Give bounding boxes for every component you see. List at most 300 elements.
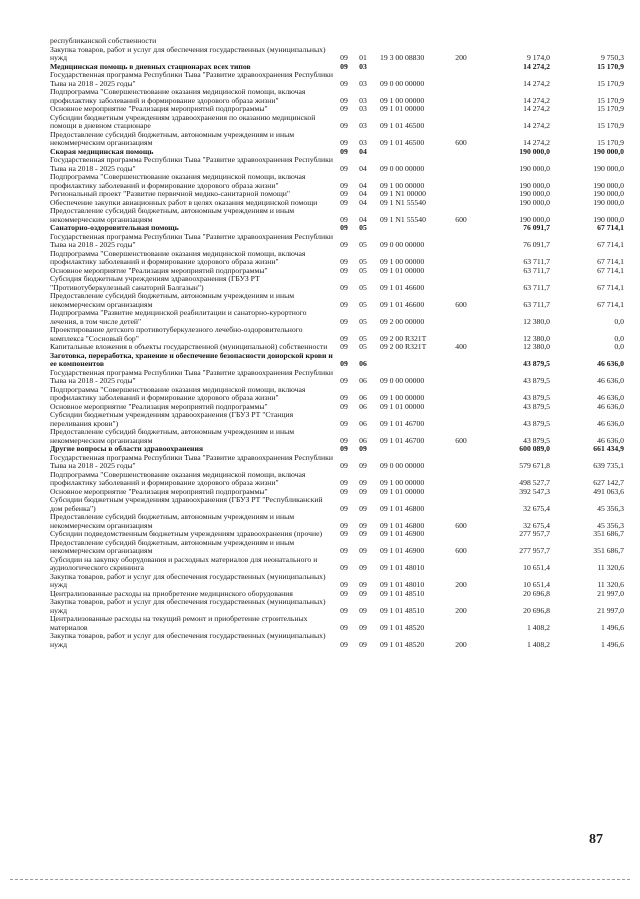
row-name: Подпрограмма "Совершенствование оказания медицинской помощи, включая профилактику заболеваний и формирование здорового образа жизни" — [50, 385, 306, 402]
target-article-code: 09 1 01 46700 — [380, 435, 425, 445]
amount-year-1: 190 000,0 — [519, 214, 550, 224]
amount-year-2: 15 170,9 — [597, 121, 624, 130]
row-name: республиканской собственности — [50, 37, 157, 45]
target-article-code: 09 1 01 46600 — [380, 299, 425, 309]
target-article-code: 19 3 00 08830 — [380, 53, 425, 62]
section-code: 09 — [340, 520, 348, 530]
subsection-code: 09 — [359, 605, 367, 615]
subsection-code: 05 — [359, 342, 367, 351]
amount-year-2: 46 636,0 — [597, 359, 624, 368]
subsection-code: 09 — [359, 546, 367, 555]
amount-year-2: 0,0 — [614, 333, 624, 343]
budget-table — [50, 37, 624, 649]
section-code: 09 — [340, 435, 348, 445]
subsection-code: 05 — [359, 223, 367, 232]
target-article-code: 09 1 01 46900 — [380, 529, 425, 538]
amount-year-1: 63 711,7 — [523, 257, 550, 266]
row-name: Субсидия бюджетным учреждениям здравоохранения (ГБУЗ РТ "Противотуберкулезный санаторий Балгазын") — [50, 275, 260, 292]
expense-type-code — [446, 352, 476, 369]
section-code: 09 — [340, 95, 348, 105]
amount-year-1: 1 408,2 — [526, 639, 550, 649]
target-article-code: 09 1 01 46500 — [380, 121, 425, 130]
amount-year-1: 14 274,2 — [523, 138, 550, 147]
amount-year-2: 0,0 — [614, 316, 624, 326]
row-name: Региональный проект "Развитие первичной медико-санитарной помощи" — [50, 190, 291, 198]
expense-type-code — [446, 233, 476, 250]
subsection-code — [352, 37, 374, 46]
section-code: 09 — [340, 299, 348, 309]
table-row — [50, 598, 624, 615]
expense-type-code — [446, 530, 476, 539]
amount-year-2: 9 750,3 — [600, 53, 624, 62]
amount-year-1: 20 696,8 — [523, 588, 550, 598]
amount-year-2: 639 735,1 — [593, 461, 624, 470]
amount-year-1: 277 957,7 — [519, 546, 550, 555]
section-code: 09 — [340, 180, 348, 190]
section-code: 09 — [340, 359, 348, 368]
table-row — [50, 403, 624, 412]
expense-type-code — [446, 496, 476, 513]
amount-year-2: 190 000,0 — [593, 180, 624, 190]
row-name: Санаторно-оздоровительная помощь — [50, 224, 179, 232]
subsection-code: 06 — [359, 435, 367, 445]
table-row — [50, 131, 624, 148]
subsection-code: 05 — [359, 265, 367, 275]
amount-year-2: 46 636,0 — [597, 376, 624, 385]
row-name: Основное мероприятие "Реализация мероприятий подпрограммы" — [50, 105, 268, 113]
expense-type-code: 200 — [455, 580, 467, 589]
amount-year-2: 45 356,3 — [597, 503, 624, 513]
section-code: 09 — [340, 461, 348, 470]
subsection-code: 09 — [359, 486, 367, 496]
subsection-code: 03 — [359, 61, 367, 71]
amount-year-2: 45 356,3 — [597, 520, 624, 530]
subsection-code: 03 — [359, 104, 367, 113]
expense-type-code — [446, 199, 476, 208]
amount-year-1: 20 696,8 — [523, 605, 550, 615]
table-section-row — [50, 352, 624, 369]
amount-year-1: 14 274,2 — [523, 121, 550, 130]
row-name: Субсидии бюджетным учреждениям здравоохранения (ГБУЗ РТ "Республиканский дом ребенка") — [50, 496, 323, 513]
target-article-code — [374, 352, 446, 369]
section-code: 09 — [340, 138, 348, 147]
subsection-code: 09 — [359, 520, 367, 530]
target-article-code: 09 1 N1 55540 — [380, 197, 426, 207]
amount-year-2: 15 170,9 — [597, 78, 624, 88]
section-code: 09 — [340, 444, 348, 453]
section-code: 09 — [340, 418, 348, 428]
amount-year-1: 14 274,2 — [523, 78, 550, 88]
amount-year-1: 32 675,4 — [523, 520, 550, 530]
row-name: Подпрограмма "Совершенствование оказания медицинской помощи, включая профилактику заболеваний и формирование здорового образа жизни" — [50, 470, 306, 487]
amount-year-1: 14 274,2 — [523, 95, 550, 105]
table-row — [50, 530, 624, 539]
section-code: 09 — [340, 78, 348, 88]
target-article-code: 09 2 00 R321T — [380, 333, 427, 343]
expense-type-code — [446, 471, 476, 488]
subsection-code: 05 — [359, 316, 367, 326]
subsection-code: 09 — [359, 563, 367, 572]
table-row — [50, 71, 624, 88]
section-code: 09 — [340, 401, 348, 411]
amount-year-2: 67 714,1 — [597, 299, 624, 309]
table-row — [50, 343, 624, 352]
subsection-code: 04 — [359, 180, 367, 190]
subsection-code: 04 — [359, 197, 367, 207]
subsection-code: 03 — [359, 138, 367, 147]
section-code: 09 — [340, 529, 348, 538]
amount-year-1: 498 527,7 — [519, 478, 550, 487]
expense-type-code — [446, 326, 476, 343]
amount-year-1: 9 174,0 — [526, 53, 550, 62]
amount-year-2: 1 496,6 — [600, 622, 624, 632]
amount-year-2: 67 714,1 — [597, 257, 624, 266]
table-row — [50, 156, 624, 173]
amount-year-2: 351 686,7 — [593, 546, 624, 555]
target-article-code: 09 1 00 00000 — [380, 180, 425, 190]
target-article-code: 09 1 01 46600 — [380, 282, 425, 292]
row-name: Капитальные вложения в объекты государственной (муниципальной) собственности — [50, 343, 328, 351]
amount-year-2: 46 636,0 — [597, 401, 624, 411]
amount-year-1: 76 091,7 — [523, 240, 550, 249]
target-article-code: 09 1 01 46800 — [380, 520, 425, 530]
target-article-code: 09 1 01 48010 — [380, 580, 425, 589]
amount-year-1: 392 547,3 — [519, 486, 550, 496]
amount-year-2: 190 000,0 — [593, 197, 624, 207]
row-name: Предоставление субсидий бюджетным, автономным учреждениям и иным некоммерческим организациям — [50, 513, 295, 530]
amount-year-1 — [476, 37, 550, 46]
expense-type-code — [446, 309, 476, 326]
expense-type-code — [446, 445, 476, 454]
table-row — [50, 590, 624, 599]
subsection-code: 06 — [359, 376, 367, 385]
target-article-code: 09 1 01 48520 — [380, 622, 425, 632]
amount-year-1: 600 089,0 — [519, 444, 550, 453]
target-article-code: 09 1 N1 00000 — [380, 189, 426, 198]
section-code: 09 — [340, 53, 348, 62]
row-name: Проектирование детского противотуберкулезного лечебно-оздоровительного комплекса "Сосновый бор" — [50, 326, 303, 343]
amount-year-1: 14 274,2 — [523, 104, 550, 113]
subsection-code: 03 — [359, 78, 367, 88]
expense-type-code — [446, 403, 476, 412]
expense-type-code — [446, 37, 476, 46]
section-code: 09 — [340, 486, 348, 496]
expense-type-code — [446, 488, 476, 497]
subsection-code: 03 — [359, 121, 367, 130]
section-code: 09 — [340, 563, 348, 572]
table-row — [50, 326, 624, 343]
section-code: 09 — [340, 163, 348, 173]
table-row — [50, 513, 624, 530]
table-row — [50, 556, 624, 573]
row-name: Государственная программа Республики Тыва "Развитие здравоохранения Республики Тыва на 2018 - 2025 годы" — [50, 71, 333, 88]
amount-year-2: 21 997,0 — [597, 588, 624, 598]
table-row — [50, 369, 624, 386]
section-code: 09 — [340, 503, 348, 513]
section-code: 09 — [340, 189, 348, 198]
subsection-code: 04 — [359, 146, 367, 156]
target-article-code: 09 1 00 00000 — [380, 95, 425, 105]
table-row — [50, 233, 624, 250]
expense-type-code — [446, 114, 476, 131]
amount-year-2: 67 714,1 — [597, 282, 624, 292]
section-code: 09 — [340, 223, 348, 232]
amount-year-1: 190 000,0 — [519, 197, 550, 207]
expense-type-code: 600 — [455, 520, 467, 530]
table-row — [50, 275, 624, 292]
target-article-code: 09 1 01 48510 — [380, 588, 425, 598]
expense-type-code — [446, 454, 476, 471]
amount-year-2: 46 636,0 — [597, 418, 624, 428]
row-name: Централизованные расходы на текущий ремонт и приобретение строительных материалов — [50, 615, 308, 632]
section-code: 09 — [340, 240, 348, 249]
table-section-row — [50, 224, 624, 233]
amount-year-1: 43 879,5 — [523, 359, 550, 368]
table-row — [50, 632, 624, 649]
expense-type-code — [446, 190, 476, 199]
subsection-code: 09 — [359, 529, 367, 538]
table-row — [50, 250, 624, 267]
section-code: 09 — [340, 605, 348, 615]
section-code: 09 — [340, 214, 348, 224]
subsection-code: 04 — [359, 189, 367, 198]
amount-year-2: 15 170,9 — [597, 61, 624, 71]
row-name: Предоставление субсидий бюджетным, автономным учреждениям и иным некоммерческим организациям — [50, 428, 295, 445]
expense-type-code — [446, 275, 476, 292]
row-name: Субсидии на закупку оборудования и расходных материалов для неонатального и аудиологического скрининга — [50, 555, 318, 572]
expense-type-code — [446, 71, 476, 88]
row-name: Закупка товаров, работ и услуг для обеспечения государственных (муниципальных) нужд — [50, 598, 326, 615]
target-article-code: 09 0 00 00000 — [380, 240, 425, 249]
subsection-code: 09 — [359, 444, 367, 453]
page-number: 87 — [589, 832, 603, 847]
amount-year-2: 15 170,9 — [597, 138, 624, 147]
subsection-code: 05 — [359, 282, 367, 292]
amount-year-1: 63 711,7 — [523, 282, 550, 292]
table-row — [50, 539, 624, 556]
section-code: 09 — [340, 282, 348, 292]
amount-year-2 — [550, 37, 624, 46]
amount-year-1: 43 879,5 — [523, 435, 550, 445]
section-code: 09 — [340, 333, 348, 343]
target-article-code: 09 1 01 48510 — [380, 605, 425, 615]
table-row — [50, 105, 624, 114]
amount-year-2: 67 714,1 — [597, 265, 624, 275]
row-name: Обеспечение закупки авиационных работ в целях оказания медицинской помощи — [50, 198, 318, 207]
section-code: 09 — [340, 316, 348, 326]
row-name: Субсидии бюджетным учреждениям здравоохранения (ГБУЗ РТ "Станция переливания крови") — [50, 411, 294, 428]
amount-year-1: 32 675,4 — [523, 503, 550, 513]
target-article-code: 09 0 00 00000 — [380, 461, 425, 470]
expense-type-code — [446, 250, 476, 267]
target-article-code — [374, 37, 446, 46]
target-article-code: 09 1 01 48010 — [380, 563, 425, 572]
subsection-code: 05 — [359, 257, 367, 266]
table-row — [50, 471, 624, 488]
table-row — [50, 496, 624, 513]
amount-year-2: 21 997,0 — [597, 605, 624, 615]
target-article-code: 09 1 01 46500 — [380, 138, 425, 147]
target-article-code: 09 1 00 00000 — [380, 478, 425, 487]
amount-year-1: 76 091,7 — [523, 223, 550, 232]
section-code: 09 — [340, 588, 348, 598]
amount-year-1: 14 274,2 — [523, 61, 550, 71]
table-row — [50, 488, 624, 497]
row-name: Субсидии подведомственным бюджетным учреждениям здравоохранения (прочие) — [50, 530, 323, 538]
row-name: Субсидии бюджетным учреждениям здравоохранения по оказанию медицинской помощи в дневном стационаре — [50, 113, 316, 130]
row-name: Медицинская помощь в дневных стационарах всех типов — [50, 62, 251, 71]
row-name: Закупка товаров, работ и услуг для обеспечения государственных (муниципальных) нужд — [50, 632, 326, 649]
amount-year-1: 190 000,0 — [519, 189, 550, 198]
amount-year-2: 190 000,0 — [593, 214, 624, 224]
row-name: Подпрограмма "Совершенствование оказания медицинской помощи, включая профилактику заболеваний и формирование здорового образа жизни" — [50, 249, 306, 266]
expense-type-code — [446, 173, 476, 190]
subsection-code: 01 — [359, 53, 367, 62]
expense-type-code — [446, 267, 476, 276]
expense-type-code — [446, 386, 476, 403]
amount-year-1: 10 651,4 — [523, 580, 550, 589]
section-code: 09 — [340, 546, 348, 555]
amount-year-2: 46 636,0 — [597, 435, 624, 445]
row-name: Государственная программа Республики Тыва "Развитие здравоохранения Республики Тыва на 2018 - 2025 годы" — [50, 368, 333, 385]
subsection-code: 09 — [359, 503, 367, 513]
table-row — [50, 411, 624, 428]
section-code: 09 — [340, 580, 348, 589]
table-row — [50, 386, 624, 403]
target-article-code: 09 1 01 00000 — [380, 104, 425, 113]
amount-year-2: 627 142,7 — [593, 478, 624, 487]
amount-year-1: 43 879,5 — [523, 376, 550, 385]
expense-type-code — [446, 105, 476, 114]
table-section-row — [50, 445, 624, 454]
expense-type-code: 600 — [455, 214, 467, 224]
expense-type-code — [446, 411, 476, 428]
row-name: Предоставление субсидий бюджетным, автономным учреждениям и иным некоммерческим организациям — [50, 292, 295, 309]
amount-year-2: 11 320,6 — [597, 563, 624, 572]
amount-year-1: 12 380,0 — [523, 316, 550, 326]
target-article-code: 09 0 00 00000 — [380, 376, 425, 385]
section-code: 09 — [340, 61, 348, 71]
row-name: Государственная программа Республики Тыва "Развитие здравоохранения Республики Тыва на 2018 - 2025 годы" — [50, 156, 333, 173]
table-row — [50, 309, 624, 326]
expense-type-code: 600 — [455, 299, 467, 309]
table-row — [50, 454, 624, 471]
row-name: Государственная программа Республики Тыва "Развитие здравоохранения Республики Тыва на 2018 - 2025 годы" — [50, 232, 333, 249]
amount-year-1: 63 711,7 — [523, 299, 550, 309]
target-article-code: 09 2 00 R321T — [380, 342, 427, 351]
target-article-code: 09 1 01 46700 — [380, 418, 425, 428]
table-row — [50, 88, 624, 105]
amount-year-1: 1 408,2 — [526, 622, 550, 632]
expense-type-code: 600 — [455, 546, 467, 555]
amount-year-2: 11 320,6 — [597, 580, 624, 589]
table-section-row — [50, 63, 624, 72]
section-code: 09 — [340, 104, 348, 113]
target-article-code: 09 1 01 00000 — [380, 265, 425, 275]
subsection-code: 05 — [359, 299, 367, 309]
table-row — [50, 292, 624, 309]
target-article-code — [374, 63, 446, 72]
expense-type-code: 400 — [455, 342, 467, 351]
expense-type-code — [446, 556, 476, 573]
amount-year-2: 351 686,7 — [593, 529, 624, 538]
expense-type-code: 600 — [455, 435, 467, 445]
amount-year-1: 190 000,0 — [519, 163, 550, 173]
amount-year-2: 491 063,6 — [593, 486, 624, 496]
subsection-code: 09 — [359, 622, 367, 632]
amount-year-2: 0,0 — [614, 342, 624, 351]
target-article-code: 09 1 00 00000 — [380, 393, 425, 402]
table-row — [50, 573, 624, 590]
budget-table-body — [50, 37, 624, 649]
row-name: Скорая медицинская помощь — [50, 147, 154, 156]
subsection-code: 09 — [359, 588, 367, 598]
expense-type-code: 600 — [455, 138, 467, 147]
amount-year-1: 277 957,7 — [519, 529, 550, 538]
amount-year-1: 10 651,4 — [523, 563, 550, 572]
amount-year-1: 579 671,8 — [519, 461, 550, 470]
expense-type-code — [446, 63, 476, 72]
target-article-code: 09 1 01 00000 — [380, 486, 425, 496]
subsection-code: 09 — [359, 639, 367, 649]
subsection-code: 04 — [359, 214, 367, 224]
target-article-code: 09 1 N1 55540 — [380, 214, 426, 224]
target-article-code: 09 1 01 00000 — [380, 401, 425, 411]
row-name: Закупка товаров, работ и услуг для обеспечения государственных (муниципальных) нужд — [50, 45, 326, 62]
subsection-code: 09 — [359, 478, 367, 487]
row-name: Другие вопросы в области здравоохранения — [50, 445, 204, 453]
target-article-code — [374, 148, 446, 157]
row-name: Государственная программа Республики Тыва "Развитие здравоохранения Республики Тыва на 2018 - 2025 годы" — [50, 453, 333, 470]
section-code: 09 — [340, 257, 348, 266]
amount-year-1: 190 000,0 — [519, 180, 550, 190]
amount-year-1: 12 380,0 — [523, 342, 550, 351]
expense-type-code: 200 — [455, 53, 467, 62]
expense-type-code — [446, 590, 476, 599]
scan-edge-line — [10, 879, 630, 880]
target-article-code: 09 0 00 00000 — [380, 78, 425, 88]
subsection-code: 06 — [359, 359, 367, 368]
table-row — [50, 37, 624, 46]
amount-year-1: 63 711,7 — [523, 265, 550, 275]
subsection-code: 06 — [359, 393, 367, 402]
target-article-code: 09 2 00 00000 — [380, 316, 425, 326]
amount-year-1: 43 879,5 — [523, 401, 550, 411]
amount-year-2: 190 000,0 — [593, 146, 624, 156]
target-article-code — [374, 445, 446, 454]
subsection-code: 05 — [359, 240, 367, 249]
row-name: Основное мероприятие "Реализация мероприятий подпрограммы" — [50, 402, 268, 411]
amount-year-2: 15 170,9 — [597, 95, 624, 105]
target-article-code — [374, 224, 446, 233]
section-code: 09 — [340, 342, 348, 351]
row-name: Предоставление субсидий бюджетным, автономным учреждениям и иным некоммерческим организациям — [50, 130, 295, 147]
expense-type-code — [446, 88, 476, 105]
row-name: Основное мероприятие "Реализация мероприятий подпрограммы" — [50, 487, 268, 496]
table-row — [50, 114, 624, 131]
amount-year-2: 190 000,0 — [593, 189, 624, 198]
amount-year-2: 67 714,1 — [597, 240, 624, 249]
expense-type-code — [446, 148, 476, 157]
section-code: 09 — [340, 622, 348, 632]
row-name: Закупка товаров, работ и услуг для обеспечения государственных (муниципальных) нужд — [50, 572, 326, 589]
amount-year-2: 15 170,9 — [597, 104, 624, 113]
amount-year-1: 12 380,0 — [523, 333, 550, 343]
amount-year-2: 661 434,9 — [593, 444, 624, 453]
table-row — [50, 199, 624, 208]
table-row — [50, 267, 624, 276]
table-row — [50, 615, 624, 632]
